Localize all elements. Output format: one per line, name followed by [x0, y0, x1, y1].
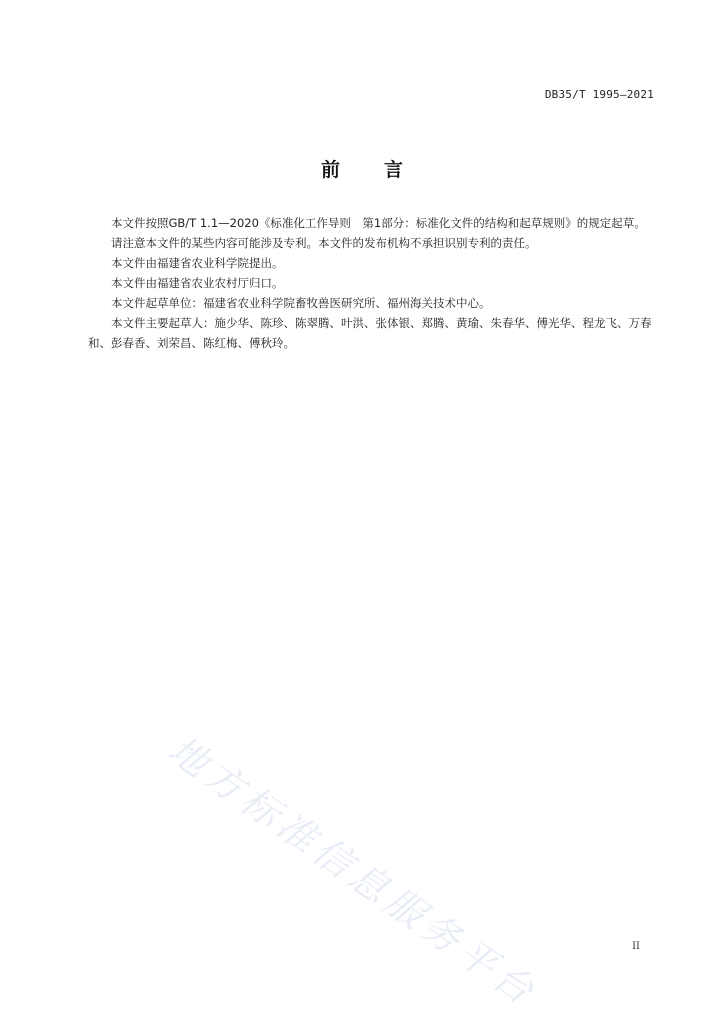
foreword-body: [88, 213, 660, 353]
paragraph-administrator: 本文件由福建省农业农村厅归口。: [111, 276, 284, 290]
paragraph-drafting-rules: 本文件按照GB/T 1.1—2020《标准化工作导则 第1部分：标准化文件的结构和起草规则》的规定起草。: [111, 216, 646, 230]
watermark: 地方标准信息服务平台: [160, 727, 547, 1016]
paragraph-patent-notice: 请注意本文件的某些内容可能涉及专利。本文件的发布机构不承担识别专利的责任。: [111, 236, 537, 250]
paragraph-proposer: 本文件由福建省农业科学院提出。: [111, 256, 284, 270]
standard-code: DB35/T 1995—2021: [544, 88, 654, 101]
page-number: II: [632, 941, 640, 952]
title-char-2: 言: [384, 159, 404, 181]
page-title: [0, 155, 724, 182]
title-char-1: 前: [320, 159, 340, 181]
paragraph-drafters: 本文件主要起草人：施少华、陈珍、陈翠腾、叶洪、张体银、郑腾、黄瑜、朱春华、傅光华、程龙飞、万春和、彭春香、刘荣昌、陈红梅、傅秋玲。: [88, 316, 652, 350]
paragraph-drafting-units: 本文件起草单位：福建省农业科学院畜牧兽医研究所、福州海关技术中心。: [111, 296, 491, 310]
